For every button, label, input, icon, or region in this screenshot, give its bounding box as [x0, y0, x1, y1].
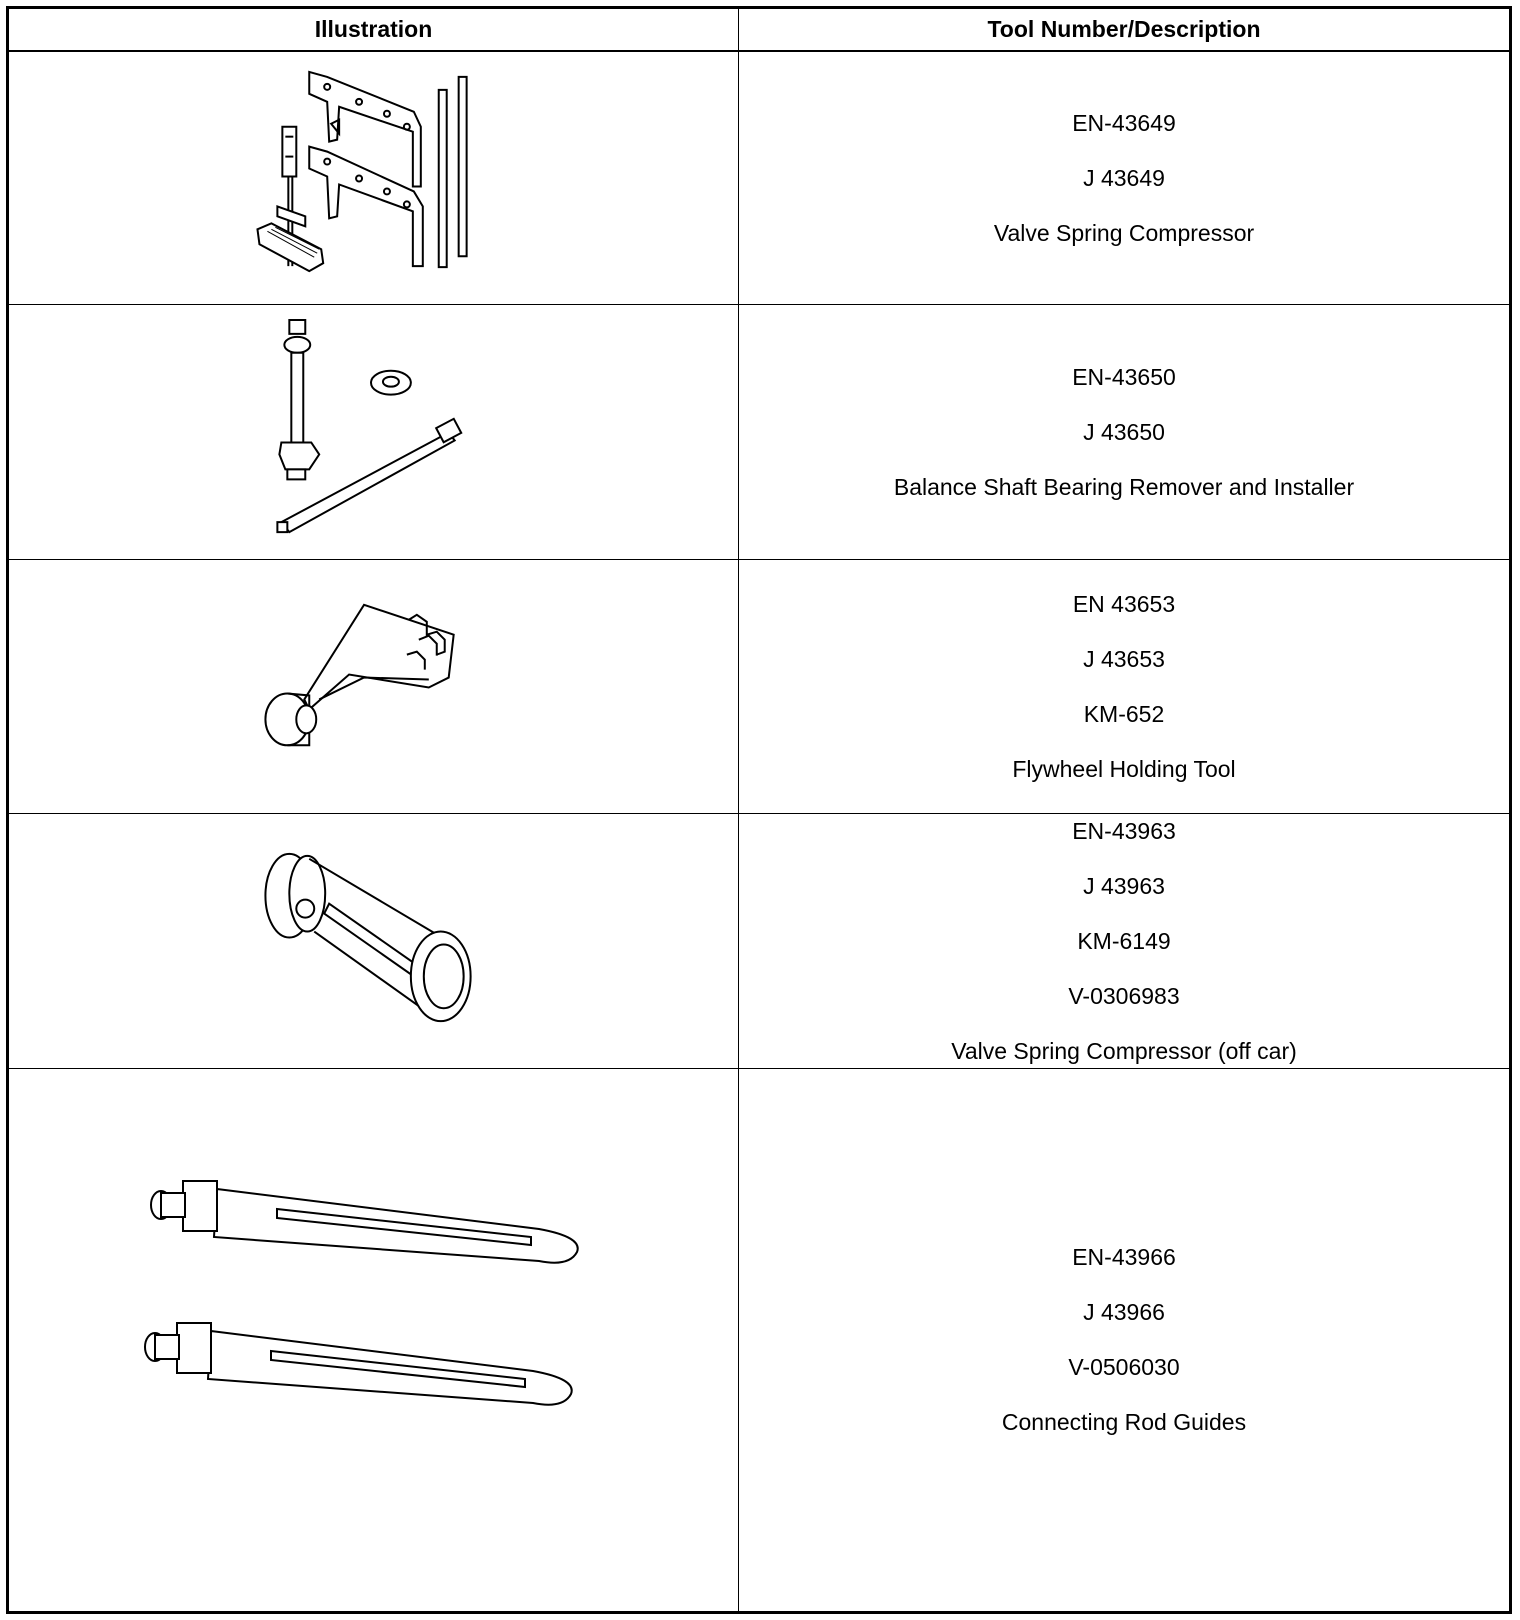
tool-name: Connecting Rod Guides: [1001, 1409, 1247, 1435]
tool-number: J 43649: [1083, 164, 1165, 191]
tool-description: [739, 560, 1509, 813]
tool-number: J 43963: [1083, 872, 1165, 899]
valve-spring-compressor-icon: [9, 52, 738, 304]
tool-name: Balance Shaft Bearing Remover and Installer: [893, 473, 1355, 500]
tool-description: [739, 1069, 1509, 1611]
table-row: [9, 305, 1509, 560]
tool-number: J 43653: [1083, 645, 1165, 672]
table-row: [9, 52, 1509, 305]
tool-number: KM-652: [1083, 700, 1165, 727]
valve-spring-compressor-off-car-icon: [9, 814, 738, 1068]
tool-number: EN-43966: [1072, 1244, 1176, 1270]
tool-table: [6, 6, 1512, 1614]
tool-name: Valve Spring Compressor (off car): [951, 1037, 1297, 1064]
balance-shaft-bearing-tool-icon: [9, 305, 738, 559]
table-header: [9, 9, 1509, 52]
table-row: [9, 560, 1509, 814]
tool-number: EN 43653: [1072, 590, 1176, 617]
header-illustration: Illustration: [314, 16, 433, 42]
tool-number: V-0306983: [1068, 982, 1180, 1009]
tool-description: [739, 305, 1509, 559]
table-row: [9, 1069, 1509, 1611]
flywheel-holding-tool-icon: [9, 560, 738, 813]
tool-number: J 43650: [1083, 418, 1165, 445]
table-row: [9, 814, 1509, 1069]
tool-number: J 43966: [1083, 1299, 1165, 1325]
tool-number: EN-43649: [1072, 109, 1176, 136]
tool-name: Flywheel Holding Tool: [1012, 755, 1236, 782]
tool-number: KM-6149: [1077, 927, 1171, 954]
header-tool-description: Tool Number/Description: [987, 16, 1261, 42]
connecting-rod-guides-icon: [9, 1069, 738, 1611]
tool-description: [739, 814, 1509, 1068]
tool-description: [739, 52, 1509, 304]
tool-number: EN-43650: [1072, 363, 1176, 390]
tool-name: Valve Spring Compressor: [993, 219, 1255, 246]
tool-number: EN-43963: [1072, 817, 1176, 844]
tool-number: V-0506030: [1068, 1354, 1180, 1380]
